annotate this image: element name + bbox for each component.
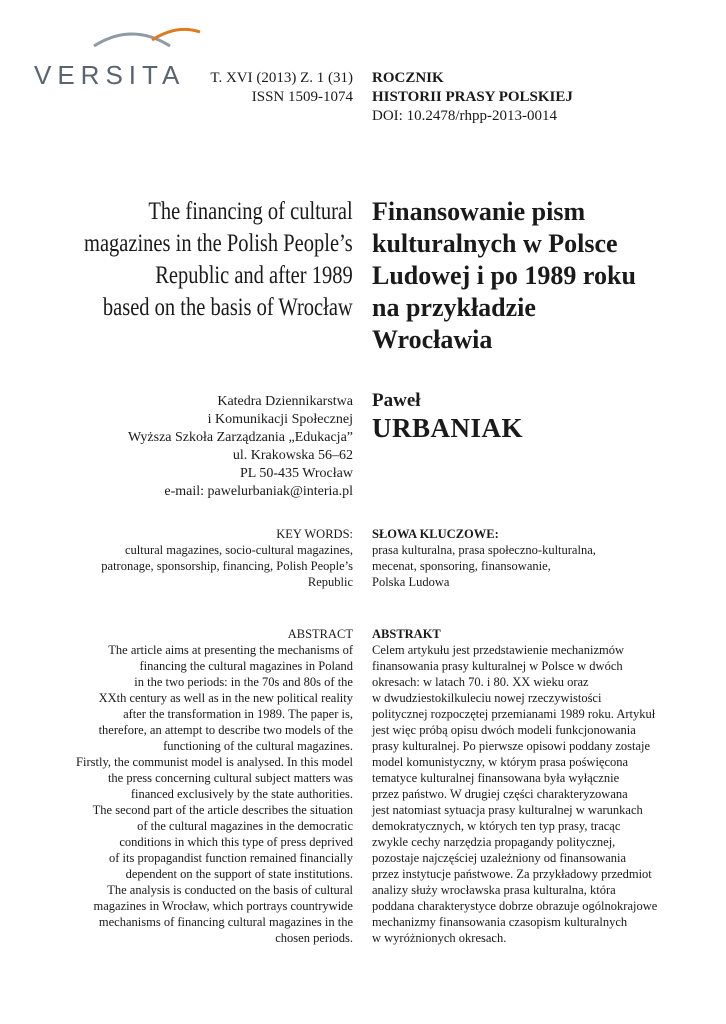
abstract-pl-line: analizy służy wrocławska prasa kulturalna, która bbox=[372, 883, 616, 897]
keywords-en-heading: KEY WORDS: bbox=[276, 527, 353, 541]
abstract-pl-line: model komunistyczny, w którym prasa poświęcona bbox=[372, 755, 629, 769]
abstract-en-line: The analysis is conducted on the basis of cultural bbox=[107, 883, 353, 897]
abstract-en-line: mechanisms of financing cultural magazines in the bbox=[98, 915, 353, 929]
title-pl-line: Finansowanie pism bbox=[372, 197, 586, 226]
abstract-en-line: functioning of the cultural magazines. bbox=[163, 739, 353, 753]
abstract-pl-line: prasy kulturalnej. Po pierwsze opisowi poddany zostaje bbox=[372, 739, 651, 753]
abstract-en-line: financed exclusively by the state authorities. bbox=[130, 787, 353, 801]
abstract-en-line: the press concerning cultural subject matters was bbox=[107, 771, 353, 785]
keywords-polish bbox=[372, 526, 672, 590]
abstract-pl-line: finansowania prasy kulturalnej w Polsce w dwóch bbox=[372, 659, 623, 673]
abstract-en-line: conditions in which this type of press deprived bbox=[119, 835, 353, 849]
abstract-en-line: chosen periods. bbox=[275, 931, 353, 945]
abstract-pl-line: politycznej rozpoczętej przemianami 1989 roku. Artykuł bbox=[372, 707, 656, 721]
author-email: e-mail: pawelurbaniak@interia.pl bbox=[164, 484, 353, 499]
affiliation-line: PL 50-435 Wrocław bbox=[240, 466, 353, 481]
title-english bbox=[25, 196, 353, 324]
abstract-english bbox=[76, 626, 353, 946]
volume-info bbox=[210, 69, 353, 107]
abstract-pl-line: pozostaje najczęściej uzależniony od finansowania bbox=[372, 851, 627, 865]
abstract-pl-line: jest więc próbą opisu dwóch modeli funkcjonowania bbox=[372, 723, 636, 737]
abstract-en-line: dependent on the support of state institutions. bbox=[125, 867, 353, 881]
volume-number: T. XVI (2013) Z. 1 (31) bbox=[210, 70, 353, 86]
title-pl-line: Ludowej i po 1989 roku bbox=[372, 261, 636, 290]
abstract-pl-line: demokratycznych, w których ten typ prasy, tracąc bbox=[372, 819, 621, 833]
journal-name-line2: HISTORII PRASY POLSKIEJ bbox=[372, 89, 573, 105]
abstract-pl-line: w wyróżnionych okresach. bbox=[372, 931, 507, 945]
affiliation-line: Wyższa Szkoła Zarządzania „Edukacja” bbox=[128, 430, 353, 445]
doi: DOI: 10.2478/rhpp-2013-0014 bbox=[372, 108, 557, 124]
keywords-en-line: cultural magazines, socio-cultural magazines, bbox=[124, 543, 353, 557]
title-en-line: magazines in the Polish People’s bbox=[84, 230, 353, 257]
abstract-en-line: therefore, an attempt to describe two models of the bbox=[98, 723, 353, 737]
abstract-pl-line: w dwudziestokilkuleciu nowej rzeczywistości bbox=[372, 691, 602, 705]
abstract-pl-line: poddana charakterystyce dobrze obrazuje ogólnokrajowe bbox=[372, 899, 658, 913]
keywords-pl-line: mecenat, sponsoring, finansowanie, bbox=[372, 559, 551, 573]
abstract-en-line: of the cultural magazines in the democratic bbox=[137, 819, 353, 833]
author-last-name: URBANIAK bbox=[372, 413, 524, 443]
journal-name-line1: ROCZNIK bbox=[372, 70, 444, 86]
title-pl-line: na przykładzie bbox=[372, 293, 536, 322]
abstract-en-line: The article aims at presenting the mechanisms of bbox=[108, 643, 353, 657]
abstract-en-line: financing the cultural magazines in Poland bbox=[139, 659, 353, 673]
abstract-en-line: XXth century as well as in the new political reality bbox=[98, 691, 353, 705]
abstract-pl-line: jest natomiast sytuacja prasy kulturalnej w warunkach bbox=[372, 803, 643, 817]
title-en-line: The financing of cultural bbox=[148, 198, 353, 225]
keywords-pl-line: prasa kulturalna, prasa społeczno-kulturalna, bbox=[372, 543, 596, 557]
author-affiliation bbox=[128, 393, 353, 501]
abstract-en-line: Firstly, the communist model is analysed. In this model bbox=[76, 755, 353, 769]
keywords-en-line: Republic bbox=[307, 575, 353, 589]
title-en-line: based on the basis of Wrocław bbox=[103, 294, 353, 321]
abstract-pl-heading: ABSTRAKT bbox=[372, 627, 441, 641]
keywords-english bbox=[101, 526, 353, 590]
versita-logo: VERSITA bbox=[34, 60, 186, 90]
issn: ISSN 1509-1074 bbox=[251, 89, 353, 105]
abstract-pl-line: Celem artykułu jest przedstawienie mechanizmów bbox=[372, 643, 624, 657]
abstract-pl-line: zwykle cechy narzędzia propagandy politycznej, bbox=[372, 835, 616, 849]
author-first-name: Paweł bbox=[372, 390, 421, 411]
abstract-polish bbox=[372, 626, 702, 946]
affiliation-line: i Komunikacji Społecznej bbox=[207, 412, 353, 427]
title-polish bbox=[372, 196, 692, 356]
title-pl-line: kulturalnych w Polsce bbox=[372, 229, 618, 258]
abstract-pl-line: tematyce kulturalnej finansowana była wyłącznie bbox=[372, 771, 620, 785]
abstract-en-line: The second part of the article describes the situation bbox=[92, 803, 353, 817]
author bbox=[372, 390, 672, 444]
abstract-pl-line: okresach: w latach 70. i 80. XX wieku oraz bbox=[372, 675, 589, 689]
affiliation-line: ul. Krakowska 56–62 bbox=[232, 448, 353, 463]
abstract-pl-line: mechanizmy finansowania czasopism kulturalnych bbox=[372, 915, 628, 929]
keywords-pl-heading: SŁOWA KLUCZOWE: bbox=[372, 527, 499, 541]
keywords-pl-line: Polska Ludowa bbox=[372, 575, 450, 589]
journal-info bbox=[372, 69, 672, 126]
title-pl-line: Wrocławia bbox=[372, 325, 493, 354]
affiliation-line: Katedra Dziennikarstwa bbox=[217, 394, 353, 409]
title-en-line: Republic and after 1989 bbox=[155, 262, 353, 289]
abstract-en-line: in the two periods: in the 70s and 80s of the bbox=[134, 675, 353, 689]
abstract-en-line: of its propagandist function remained financially bbox=[108, 851, 353, 865]
keywords-en-line: patronage, sponsorship, financing, Polish People’s bbox=[101, 559, 353, 573]
abstract-pl-line: przez państwo. W drugiej części charakteryzowana bbox=[372, 787, 628, 801]
abstract-en-line: magazines in Wrocław, which portrays countrywide bbox=[93, 899, 353, 913]
abstract-en-line: after the transformation in 1989. The paper is, bbox=[123, 707, 353, 721]
abstract-en-heading: ABSTRACT bbox=[287, 627, 353, 641]
abstract-pl-line: przez instytucje państwowe. Za przykładowy przedmiot bbox=[372, 867, 652, 881]
